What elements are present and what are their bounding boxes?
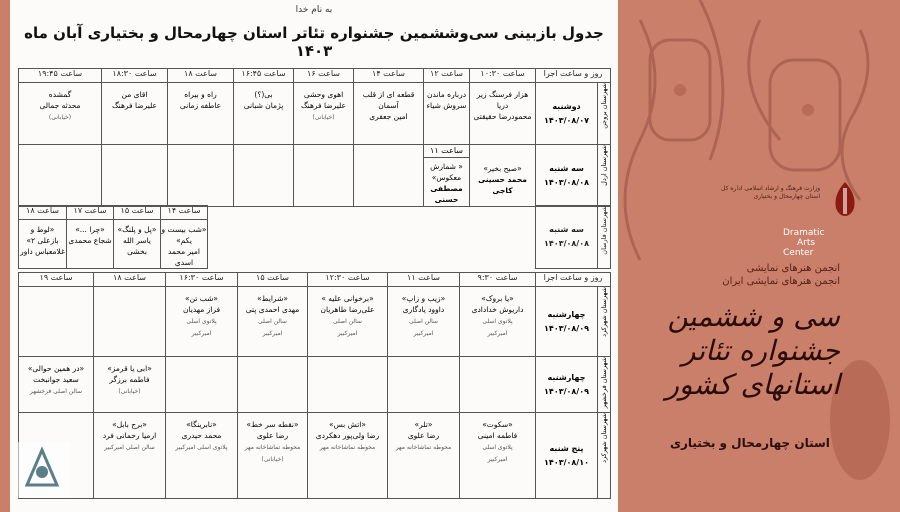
empty-cell: [234, 145, 294, 207]
city-label: شهرستان اردل: [598, 145, 611, 207]
performance-cell: «تلر» رضا علوی محوطه تماشاخانه مهر: [388, 413, 460, 499]
date-cell: سه شنبه ۱۴۰۳/۰۸/۰۸: [536, 145, 598, 207]
performance-cell: «پل و پلنگ» یاسر الله بخشی: [114, 220, 161, 269]
date-cell: چهارشنبه ۱۴۰۳/۰۸/۰۹: [536, 357, 598, 413]
hour-label: ساعت ۱۷: [67, 206, 114, 220]
hour-header-row: [19, 273, 611, 287]
empty-cell: [294, 145, 354, 207]
empty-cell: [19, 287, 94, 357]
table-row: [19, 83, 611, 145]
performance-cell: «شرایط» مهدی احمدی پتی سالن اصلی امیرکبیر: [238, 287, 308, 357]
performance-cell: «چرا ...» شجاع محمدی: [67, 220, 114, 269]
performance-cell: قطعه ای از قلب آسمان امین جعفری: [354, 83, 424, 145]
empty-cell: [19, 145, 102, 207]
city-label: شهرستان شهرکرد: [598, 287, 611, 357]
hour-label: ساعت ۱۶:۴۵: [234, 69, 294, 83]
performance-cell: «شب بیست و یکم» امیر محمد اسدی: [161, 220, 208, 269]
hour-label: ساعت ۱۹: [19, 273, 94, 287]
empty-cell: [238, 357, 308, 413]
blank-area: [208, 206, 536, 269]
hour-label: ساعت ۱۴: [161, 206, 208, 220]
date-cell: پنج شنبه ۱۴۰۳/۰۸/۱۰: [536, 413, 598, 499]
performance-cell: «در همین حوالی» سعید جوانبخت سالن اصلی فرخشهر: [19, 357, 94, 413]
hour-label: ساعت ۱۸:۳۰: [102, 69, 168, 83]
performance-cell: درباره ماندن سروش شیاء: [424, 83, 470, 145]
performance-cell: هزار فرسنگ زیر دریا محمودرضا حقیقتی: [470, 83, 536, 145]
table-row: [19, 145, 611, 207]
hour-label: ساعت ۱۸: [94, 273, 166, 287]
province-label: استان چهارمحال و بختیاری: [670, 436, 830, 450]
performance-cell: ساعت ۱۱ « شمارش معکوس» مصطفی حسنی: [424, 145, 470, 207]
hour-label: ساعت ۱۲: [424, 69, 470, 83]
hour-header-row: [19, 69, 611, 83]
performance-cell: «نابرینگا» محمد حیدری پلاتوی اسلی امیرکبیر: [166, 413, 238, 499]
schedule-table-2: [18, 205, 611, 269]
empty-cell: [168, 145, 234, 207]
date-cell: دوشنبه ۱۴۰۳/۰۸/۰۷: [536, 83, 598, 145]
schedule-table-1: [18, 68, 611, 207]
performance-cell: «برخوانی علیه » علی‌رضا طاهریان سالن اصلی امیرکبیر: [308, 287, 388, 357]
empty-cell: [460, 357, 536, 413]
hour-label: ساعت ۱۵: [238, 273, 308, 287]
performance-cell: «یا بروک» داریوش خدادادی پلاتوی اسلی امیرکبیر: [460, 287, 536, 357]
performance-cell: گمشده محدثه جمالی (خیابانی): [19, 83, 102, 145]
empty-cell: [102, 145, 168, 207]
hour-label: ساعت ۱۹:۴۵: [19, 69, 102, 83]
hour-label: ساعت ۱۲:۳۰: [308, 273, 388, 287]
hour-label: ساعت ۱۸: [168, 69, 234, 83]
hour-label: روز و ساعت اجرا: [536, 69, 611, 83]
empty-cell: [354, 145, 424, 207]
watermark-logo: [12, 440, 72, 500]
association-logos: انجمن هنرهای نمایشی انجمن هنرهای نمایشی ایران: [722, 263, 840, 287]
performance-cell: «لوط و بازعلی ۲» غلامعباس داور: [19, 220, 67, 269]
hour-header-row: [19, 206, 611, 220]
empty-cell: [388, 357, 460, 413]
performance-cell: «اتش بس» رضا ولی‌پور دهکردی محوطه تماشاخانه مهر: [308, 413, 388, 499]
performance-cell: «نقطه سر خط» رضا علوی محوطه تماشاخانه مهر (خیابانی): [238, 413, 308, 499]
hour-label: ساعت ۹:۳۰: [460, 273, 536, 287]
empty-cell: [94, 287, 166, 357]
empty-cell: [308, 357, 388, 413]
schedule-table-3: [18, 272, 611, 499]
table-row: [19, 357, 611, 413]
date-cell: سه شنبه ۱۴۰۳/۰۸/۰۸: [536, 206, 598, 269]
city-label: شهرستان شهرکرد: [598, 413, 611, 499]
hour-label: ساعت ۱۱: [388, 273, 460, 287]
performance-cell: «صبح بخیر» محمد حسینی کاجی: [470, 145, 536, 207]
hour-label: ساعت ۱۰:۳۰: [470, 69, 536, 83]
hour-label: ساعت ۱۸: [19, 206, 67, 220]
empty-cell: [166, 357, 238, 413]
date-cell: چهارشنبه ۱۴۰۳/۰۸/۰۹: [536, 287, 598, 357]
iran-emblem-icon: [828, 180, 862, 218]
table-row: [19, 413, 611, 499]
hour-label: ساعت ۱۱: [424, 145, 469, 158]
performance-cell: راه و بیراه عاطفه زمانی: [168, 83, 234, 145]
hour-label: ساعت ۱۶:۳۰: [166, 273, 238, 287]
performance-cell: «ابی یا قرمز» فاطمه برزگر (خیابانی): [94, 357, 166, 413]
header: [10, 0, 618, 60]
dac-logo: Dramatic Arts Center: [783, 228, 825, 258]
page-title: جدول بازبینی سی‌وششمین جشنواره تئاتر استان چهارمحال و بختیاری آبان ماه ۱۴۰۳: [24, 24, 604, 60]
festival-title: سی و ششمین جشنواره تئاتر استانهای کشور: [665, 300, 840, 401]
city-label: شهرستان فرخشهر: [598, 357, 611, 413]
performance-cell: «شب تن» فراز مهدیان پلاتوی اسلی امیرکبیر: [166, 287, 238, 357]
performance-cell: اقای من علیرضا فرهنگ: [102, 83, 168, 145]
bismillah: به نام خدا: [295, 5, 333, 15]
city-label: شهرستان فارسان: [598, 206, 611, 269]
hour-label: ساعت ۱۵: [114, 206, 161, 220]
performance-cell: بی(؟) پژمان شبانی: [234, 83, 294, 145]
table-row: [19, 287, 611, 357]
performance-cell: اهوی وحشی علیرضا فرهنگ (خیابانی): [294, 83, 354, 145]
performance-cell: «زیب و زاپ» داوود یادگاری سالن اصلی امیرکبیر: [388, 287, 460, 357]
hour-label: ساعت ۱۶: [294, 69, 354, 83]
hour-label: ساعت ۱۴: [354, 69, 424, 83]
city-label: شهرستان بروجن: [598, 83, 611, 145]
ministry-label: وزارت فرهنگ و ارشاد اسلامی اداره کل استان چهارمحال و بختیاری: [721, 185, 820, 200]
performance-cell: «سکوت» فاطمه امینی پلاتوی اسلی امیرکبیر: [460, 413, 536, 499]
hour-label: روز و ساعت اجرا: [536, 273, 611, 287]
performance-cell: «برج بابل» ارمیا رحمانی فرد سالن اصلی امیرکبیر: [94, 413, 166, 499]
